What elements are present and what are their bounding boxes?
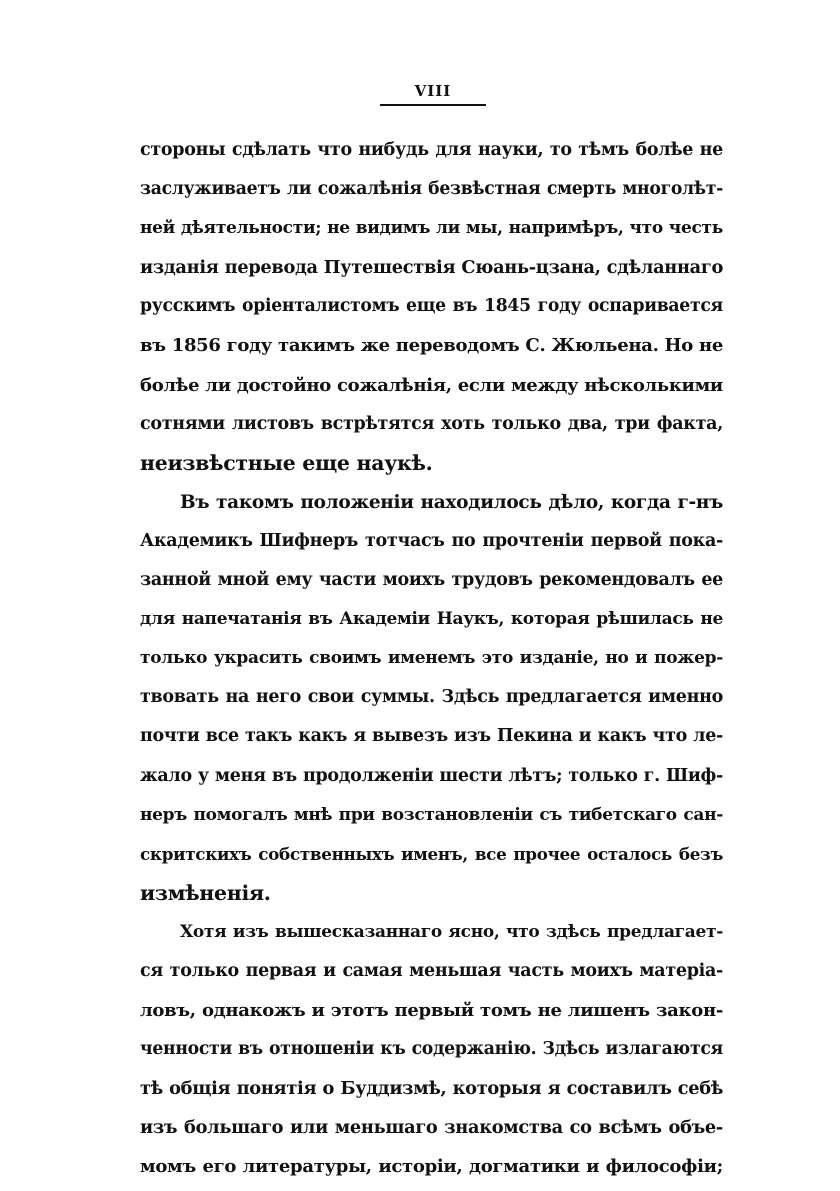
text-line: сотнями листовъ встрѣтятся хоть только два, три факта,	[140, 413, 723, 434]
text-line: въ 1856 году такимъ же переводомъ С. Жюльена. Но не	[140, 335, 723, 357]
header-rule	[380, 104, 486, 106]
paragraph-end-line: измѣненія.	[140, 880, 271, 905]
text-line: ченности въ отношеніи къ содержанію. Здѣсь излагаются	[140, 1039, 723, 1060]
text-line: заслуживаетъ ли сожалѣнія безвѣстная смерть многолѣт-	[140, 179, 723, 200]
text-line: ся только первая и самая меньшая часть моихъ матеріа-	[140, 960, 723, 981]
paragraph-end-line: неизвѣстные еще наукѣ.	[140, 450, 433, 475]
text-line: стороны сдѣлать что нибудь для науки, то тѣмъ болѣе не	[140, 140, 723, 160]
text-line: болѣе ли достойно сожалѣнія, если между нѣсколькими	[140, 374, 723, 396]
text-line: занной мной ему части моихъ трудовъ рекомендовалъ ее	[140, 570, 723, 591]
text-line: только украсить своимъ именемъ это изданіе, но и пожер-	[140, 648, 723, 669]
body-text	[140, 131, 723, 1187]
text-line: изданія перевода Путешествія Сюань-цзана, сдѣланнаго	[140, 257, 723, 279]
text-line: русскимъ оріенталистомъ еще въ 1845 году оспаривается	[140, 296, 723, 317]
text-line: ней дѣятельности; не видимъ ли мы, напримѣръ, что честь	[140, 218, 723, 239]
text-line: тѣ общія понятія о Буддизмѣ, которыя я составилъ себѣ	[140, 1078, 723, 1100]
text-line: момъ его литературы, исторіи, догматики и философіи;	[140, 1156, 723, 1178]
text-line: жало у меня въ продолженіи шести лѣтъ; только г. Шиф-	[140, 765, 723, 786]
text-line: скритскихъ собственныхъ именъ, все прочее осталось безъ	[140, 843, 723, 864]
text-line: почти все такъ какъ я вывезъ изъ Пекина и какъ что ле-	[140, 726, 723, 747]
paragraph-start-line: Хотя изъ вышесказаннаго ясно, что здѣсь предлагает-	[180, 921, 723, 942]
text-line: неръ помогалъ мнѣ при возстановленіи съ тибетскаго сан-	[140, 804, 723, 825]
text-line: для напечатанія въ Академіи Наукъ, которая рѣшилась не	[140, 609, 723, 630]
page-header	[380, 82, 486, 106]
text-line: изъ большаго или меньшаго знакомства со всѣмъ объе-	[140, 1117, 723, 1139]
text-line: твовать на него свои суммы. Здѣсь предлагается именно	[140, 687, 723, 708]
page-number: VIII	[414, 82, 452, 100]
text-line: Академикъ Шифнеръ тотчасъ по прочтеніи первой пока-	[140, 530, 723, 551]
paragraph-start-line: Въ такомъ положеніи находилось дѣло, когда г-нъ	[180, 491, 723, 513]
text-line: ловъ, однакожъ и этотъ первый томъ не лишенъ закон-	[140, 1000, 723, 1022]
